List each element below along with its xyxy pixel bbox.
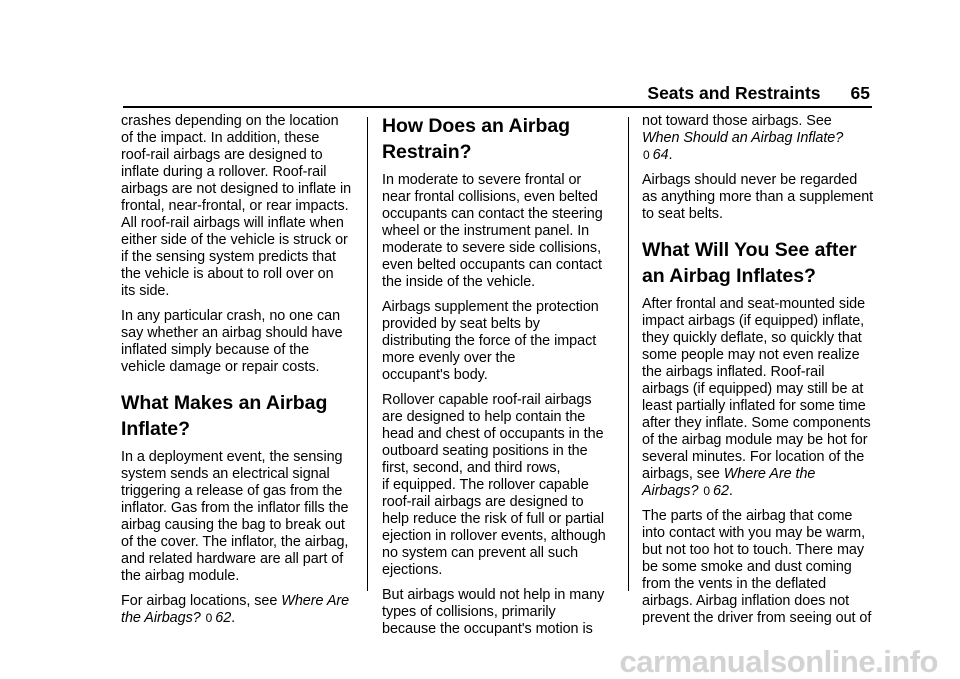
text-line: no system can prevent all such <box>382 545 579 561</box>
text-line: inflate during a rollover. Roof-rail <box>121 164 327 180</box>
text-line: the vehicle is about to roll over on <box>121 266 334 282</box>
paragraph <box>382 587 620 638</box>
paragraph <box>642 296 880 500</box>
cross-reference-title[interactable]: When Should an Airbag Inflate? <box>642 130 844 146</box>
text-line: occupants can contact the steering <box>382 206 603 222</box>
cross-reference-title[interactable]: Where Are <box>281 593 350 609</box>
text-line: impact airbags (if equipped) inflate, <box>642 313 865 329</box>
text-line: they quickly deflate, so quickly that <box>642 330 862 346</box>
paragraph <box>382 392 620 579</box>
text-line: the airbag module. <box>121 568 240 584</box>
heading-line: an Airbag Inflates? <box>642 265 816 287</box>
text-line: if equipped. The rollover capable <box>382 477 589 493</box>
header-rule <box>123 106 872 108</box>
text-line: distributing the force of the impact <box>382 333 597 349</box>
text-line: airbag causing the bag to break out <box>121 517 345 533</box>
paragraph <box>642 508 880 627</box>
page-header <box>0 82 870 104</box>
text-line: from the vents in the deflated <box>642 576 827 592</box>
column-1 <box>121 113 359 635</box>
text-line: triggering a release of gas from the <box>121 483 343 499</box>
cross-reference-title[interactable]: Airbags? <box>642 483 699 499</box>
text-line: roof-rail airbags are designed to <box>121 147 323 163</box>
text-line: but not too hot to touch. There may <box>642 542 864 558</box>
text-line: near frontal collisions, even belted <box>382 189 598 205</box>
column-divider-2 <box>628 117 629 591</box>
text-line: All roof-rail airbags will inflate when <box>121 215 344 231</box>
cross-reference-title[interactable]: Where Are the <box>723 466 816 482</box>
text-line: the inside of the vehicle. <box>382 274 536 290</box>
text-line: vehicle damage or repair costs. <box>121 359 320 375</box>
text-line: frontal, near-frontal, or rear impacts. <box>121 198 349 214</box>
text-line: In a deployment event, the sensing <box>121 449 343 465</box>
paragraph <box>121 593 359 627</box>
column-2 <box>382 113 620 646</box>
text-line: help reduce the risk of full or partial <box>382 511 605 527</box>
text-line: moderate to severe side collisions, <box>382 240 602 256</box>
page-number: 65 <box>850 83 870 103</box>
text-line: types of collisions, primarily <box>382 604 556 620</box>
text-line: wheel or the instrument panel. In <box>382 223 590 239</box>
paragraph <box>121 113 359 300</box>
text-line: Airbags should never be regarded <box>642 172 858 188</box>
text-line: the airbags inflated. Roof-rail <box>642 364 825 380</box>
text-line: to seat belts. <box>642 206 723 222</box>
column-3 <box>642 113 880 635</box>
page-reference-icon: 0 <box>205 611 213 625</box>
text-line: 0 64. <box>643 147 673 163</box>
text-line: of the airbag module may be hot for <box>642 432 868 448</box>
text-line: airbags are not designed to inflate in <box>121 181 352 197</box>
heading-line: What Will You See after <box>642 239 857 261</box>
text-line: as anything more than a supplement <box>642 189 874 205</box>
text-line: after they inflate. Some components <box>642 415 871 431</box>
text-line: inflated simply because of the <box>121 342 310 358</box>
text-line: roof-rail airbags are designed to <box>382 494 584 510</box>
text-line: several minutes. For location of the <box>642 449 865 465</box>
page-reference-number[interactable]: 62 <box>215 610 232 626</box>
text-line: In any particular crash, no one can <box>121 308 341 324</box>
heading-line: What Makes an Airbag <box>121 392 328 414</box>
text-line: are designed to help contain the <box>382 409 586 425</box>
text-line: if the sensing system predicts that <box>121 249 337 265</box>
heading-line: How Does an Airbag <box>382 115 570 137</box>
text-line: ejections. <box>382 562 443 578</box>
text-line: prevent the driver from seeing out of <box>642 610 872 626</box>
text-line: its side. <box>121 283 170 299</box>
text-line: least partially inflated for some time <box>642 398 866 414</box>
paragraph <box>121 449 359 585</box>
watermark: carmanualsonline.info <box>619 644 938 679</box>
text-line <box>642 130 880 147</box>
paragraph <box>382 172 620 291</box>
heading-line: Inflate? <box>121 418 190 440</box>
page-reference-number[interactable]: 62 <box>712 483 729 499</box>
text-line: the Airbags? 0 62. <box>121 610 236 626</box>
page-reference-icon: 0 <box>703 484 710 498</box>
text-line: some people may not even realize <box>642 347 860 363</box>
paragraph <box>121 308 359 376</box>
text-line: airbags, see Where Are the <box>642 466 816 482</box>
text-line: Rollover capable roof-rail airbags <box>382 392 592 408</box>
text-line: airbags. Airbag inflation does not <box>642 593 850 609</box>
section-title: Seats and Restraints <box>647 83 821 103</box>
page-reference-number[interactable]: 64 <box>652 147 669 163</box>
text-line: not toward those airbags. See <box>642 113 832 129</box>
text-line: The parts of the airbag that come <box>642 508 853 524</box>
text-line: into contact with you may be warm, <box>642 525 866 541</box>
text-line: head and chest of occupants in the <box>382 426 604 442</box>
text-line: airbags (if equipped) may still be at <box>642 381 864 397</box>
text-line: ejection in rollover events, although <box>382 528 606 544</box>
text-line: because the occupant's motion is <box>382 621 593 637</box>
section-heading <box>642 237 880 289</box>
cross-reference-title[interactable]: the Airbags? <box>121 610 201 626</box>
text-line: inflator. Gas from the inflator fills the <box>121 500 349 516</box>
text-line: say whether an airbag should have <box>121 325 343 341</box>
text-line: more evenly over the <box>382 350 516 366</box>
text-line: crashes depending on the location <box>121 113 339 129</box>
text-line: either side of the vehicle is struck or <box>121 232 348 248</box>
heading-line: Restrain? <box>382 141 472 163</box>
page-reference-icon: 0 <box>643 148 650 162</box>
text-line: first, second, and third rows, <box>382 460 561 476</box>
section-heading <box>121 390 359 442</box>
text-line: For airbag locations, see Where Are <box>121 593 350 609</box>
text-line: outboard seating positions in the <box>382 443 588 459</box>
text-line: After frontal and seat-mounted side <box>642 296 866 312</box>
paragraph <box>642 113 880 164</box>
text-line: of the cover. The inflator, the airbag, <box>121 534 349 550</box>
section-heading <box>382 113 620 165</box>
text-line: provided by seat belts by <box>382 316 540 332</box>
text-line: even belted occupants can contact <box>382 257 602 273</box>
text-line: occupant's body. <box>382 367 488 383</box>
text-line: and related hardware are all part of <box>121 551 344 567</box>
text-line: But airbags would not help in many <box>382 587 605 603</box>
text-line: Airbags? 0 62. <box>642 483 733 499</box>
text-line: system sends an electrical signal <box>121 466 330 482</box>
text-line: Airbags supplement the protection <box>382 299 599 315</box>
column-divider-1 <box>367 117 368 591</box>
text-line: be some smoke and dust coming <box>642 559 852 575</box>
paragraph <box>382 299 620 384</box>
text-line: of the impact. In addition, these <box>121 130 320 146</box>
text-line: In moderate to severe frontal or <box>382 172 582 188</box>
paragraph <box>642 172 880 223</box>
